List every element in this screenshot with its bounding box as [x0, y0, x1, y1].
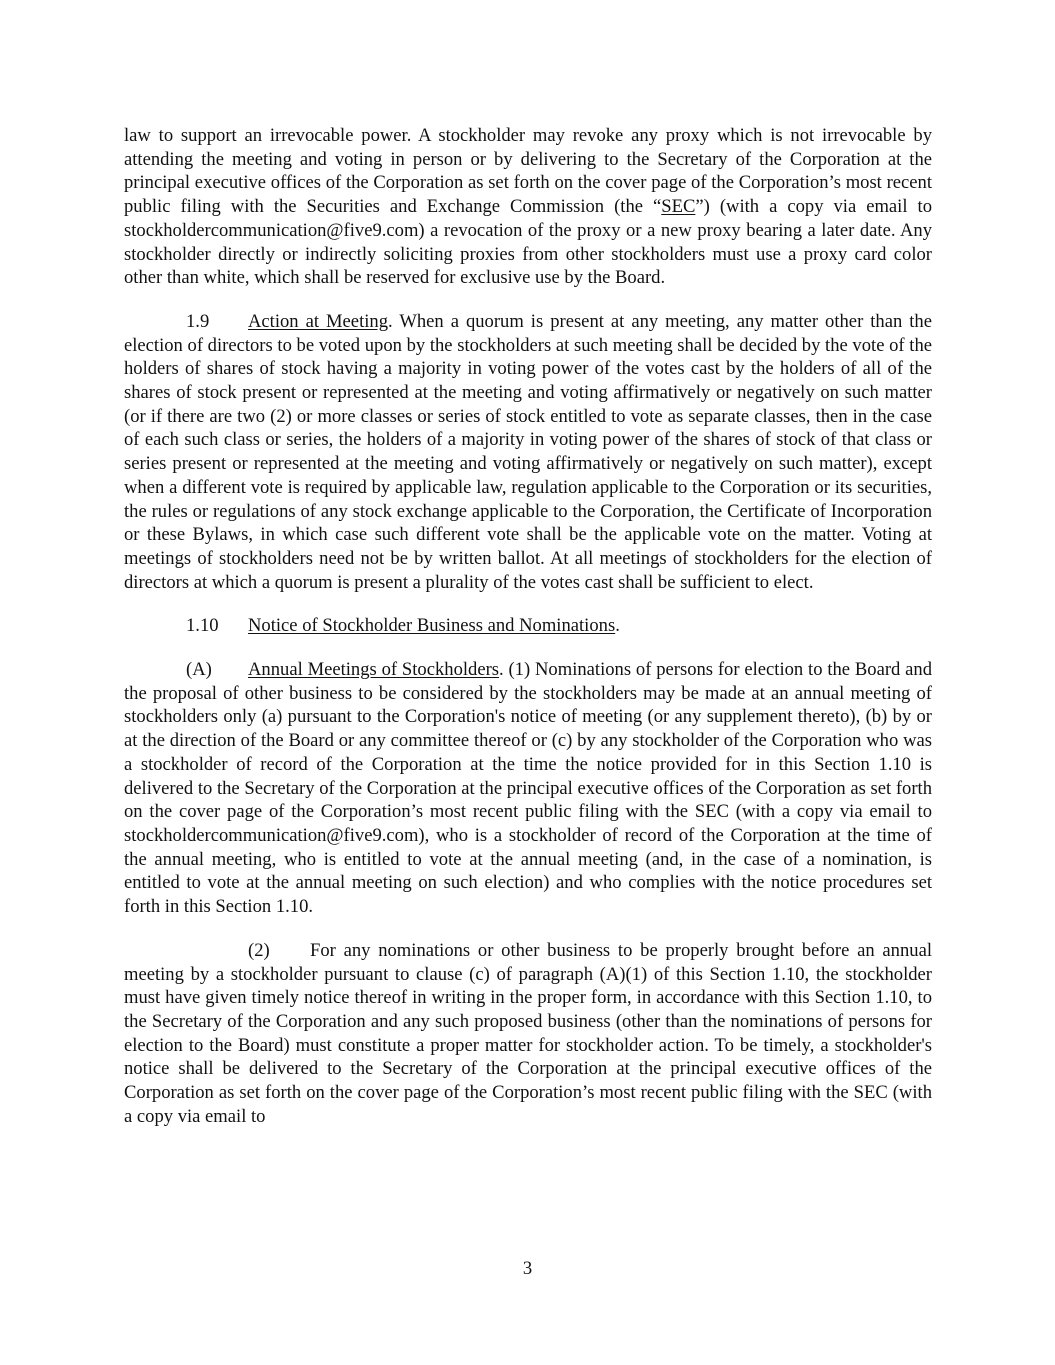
- subsection-number: (A): [186, 659, 212, 681]
- sec-defined-term: SEC: [661, 196, 696, 218]
- section-1-10: 1.10 Notice of Stockholder Business and Nominations.: [186, 615, 620, 637]
- section-number: 1.9: [186, 310, 210, 332]
- section-number: 1.10: [186, 615, 219, 637]
- clause-body: For any nominations or other business to be properly brought before an annual meeting by a stockholder pursuant to clause (c) of paragraph (A)(1) of this Section 1.10, the stockholder must have given timely notice thereof in writing in the proper form, in accordance with this Section 1.10, to the Secretary of the Corporation and any such proposed business (other than the nominations of persons for election to the Board) must constitute a proper matter for stockholder action. To be timely, a stockholder's notice shall be delivered to the Secretary of the Corporation at the principal executive offices of the Corporation as set forth on the cover page of the Corporation’s most recent public filing with the SEC (with a copy via email to: [124, 939, 932, 1127]
- section-heading: Action at Meeting: [248, 310, 388, 332]
- subsection-2-timely-notice: [124, 939, 932, 1129]
- paragraph-proxy-revocation: law to support an irrevocable power. A stockholder may revoke any proxy which is not irrevocable by attending the meeting and voting in person or by delivering to the Secretary of the Corporation at the principal executive offices of the Corporation as set forth on the cover page of the Corporation’s most recent public filing with the Securities and Exchange Commission (the “SEC”) (with a copy via email to stockholdercommunication@five9.com) a revocation of the proxy or a new proxy bearing a later date. Any stockholder directly or indirectly soliciting proxies from other stockholders must use a proxy card color other than white, which shall be reserved for exclusive use by the Board.: [124, 125, 932, 289]
- subsection-a-annual-meetings: [124, 658, 932, 919]
- page-number: 3: [522, 1258, 533, 1279]
- clause-number: (2): [248, 939, 270, 961]
- section-1-9: [124, 310, 932, 594]
- subsection-body: . (1) Nominations of persons for election to the Board and the proposal of other business to be considered by the stockholders may be made at an annual meeting of stockholders only (a) pursuant to the Corporation's notice of meeting (or any supplement thereto), (b) by or at the direction of the Board or any committee thereof or (c) by any stockholder of the Corporation who was a stockholder of record of the Corporation at the time the notice provided for in this Section 1.10 is delivered to the Secretary of the Corporation at the principal executive offices of the Corporation as set forth on the cover page of the Corporation’s most recent public filing with the SEC (with a copy via email to stockholdercommunication@five9.com), who is a stockholder of record of the Corporation at the time of the annual meeting, who is entitled to vote at the annual meeting (and, in the case of a nomination, is entitled to vote at the annual meeting on such election) and who complies with the notice procedures set forth in this Section 1.10.: [124, 659, 933, 918]
- section-body: . When a quorum is present at any meeting, any matter other than the election of directors to be voted upon by the stockholders at such meeting shall be decided by the vote of the holders of shares of stock having a majority in voting power of the votes cast by the holders of all of the shares of stock present or represented at the meeting and voting affirmatively or negatively on such matter (or if there are two (2) or more classes or series of stock entitled to vote as separate classes, then in the case of each such class or series, the holders of a majority in voting power of the shares of stock of that class or series present or represented at the meeting and voting affirmatively or negatively on such matter), except when a different vote is required by applicable law, regulation applicable to the Corporation or its securities, the rules or regulations of any stock exchange applicable to the Corporation, the Certificate of Incorporation or these Bylaws, in which case such different vote shall be the applicable vote on the matter. Voting at meetings of stockholders need not be by written ballot. At all meetings of stockholders for the election of directors at which a quorum is present a plurality of the votes cast shall be sufficient to elect.: [124, 310, 932, 593]
- subsection-heading: Annual Meetings of Stockholders: [248, 659, 500, 681]
- section-heading: Notice of Stockholder Business and Nominations: [248, 615, 616, 637]
- document-page: [124, 124, 932, 1148]
